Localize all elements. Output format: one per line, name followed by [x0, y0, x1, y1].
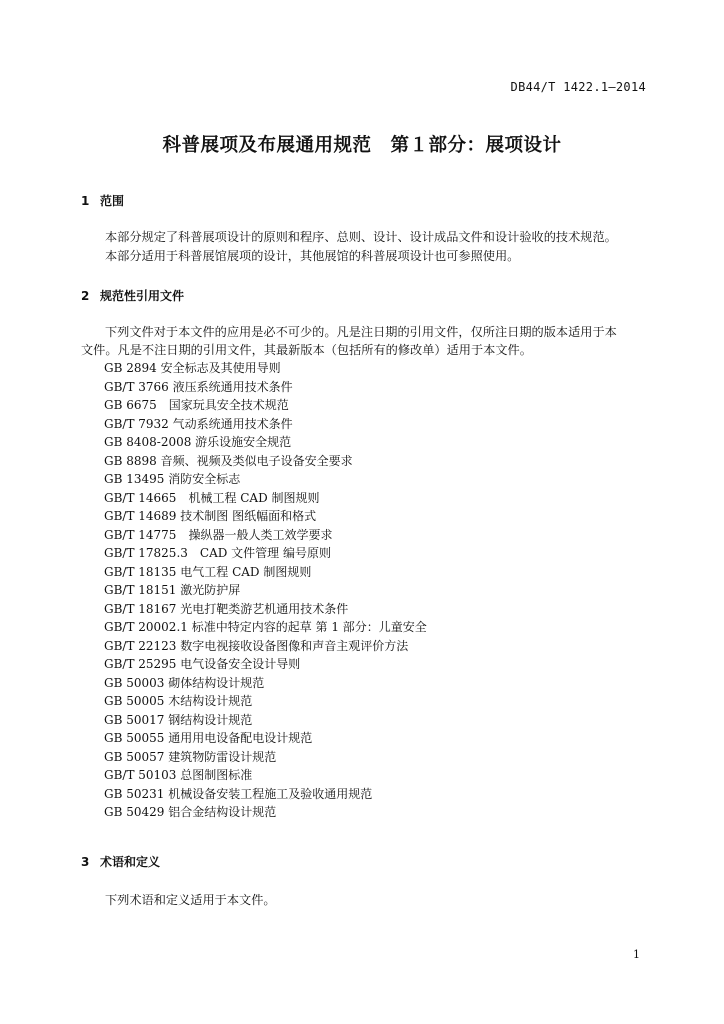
reference-item: GB 50005 木结构设计规范 [104, 694, 253, 708]
section-2-intro-line-2: 文件。凡是不注日期的引用文件，其最新版本（包括所有的修改单）适用于本文件。 [81, 343, 532, 357]
reference-item: GB 50003 砌体结构设计规范 [104, 675, 265, 690]
reference-item: GB/T 3766 液压系统通用技术条件 [104, 379, 293, 394]
reference-item: GB 50057 建筑物防雷设计规范 [104, 749, 277, 764]
reference-item: GB 50055 通用用电设备配电设计规范 [104, 731, 313, 745]
reference-item: GB 13495 消防安全标志 [104, 472, 241, 486]
section-2-heading [81, 287, 184, 304]
reference-item: GB/T 17825.3 CAD 文件管理 编号原则 [104, 546, 331, 560]
reference-item: GB/T 22123 数字电视接收设备图像和声音主观评价方法 [104, 638, 409, 653]
reference-item: GB/T 25295 电气设备安全设计导则 [104, 657, 301, 671]
reference-item: GB/T 18167 光电打靶类游艺机通用技术条件 [104, 601, 349, 616]
section-1-paragraph-1: 本部分规定了科普展项设计的原则和程序、总则、设计、设计成品文件和设计验收的技术规范。 [105, 230, 617, 244]
section-title: 术语和定义 [100, 855, 161, 869]
section-2-intro-line-1: 下列文件对于本文件的应用是必不可少的。凡是注日期的引用文件，仅所注日期的版本适用于本 [105, 325, 617, 339]
reference-item: GB 8408-2008 游乐设施安全规范 [104, 435, 292, 449]
reference-item: GB 50429 铝合金结构设计规范 [104, 805, 277, 819]
section-number: 3 [81, 855, 90, 869]
section-1-paragraph-2: 本部分适用于科普展馆展项的设计，其他展馆的科普展项设计也可参照使用。 [105, 249, 520, 263]
section-1-heading [81, 192, 124, 209]
reference-item: GB 8898 音频、视频及类似电子设备安全要求 [104, 453, 353, 468]
document-number: DB44/T 1422.1—2014 [510, 80, 646, 94]
reference-item: GB 6675 国家玩具安全技术规范 [104, 398, 289, 412]
section-3-paragraph: 下列术语和定义适用于本文件。 [105, 893, 276, 907]
reference-item: GB/T 7932 气动系统通用技术条件 [104, 416, 293, 431]
normative-references-list [104, 359, 427, 822]
reference-item: GB/T 18135 电气工程 CAD 制图规则 [104, 564, 312, 579]
section-number: 1 [81, 194, 90, 208]
reference-item: GB/T 50103 总图制图标准 [104, 768, 253, 782]
reference-item: GB/T 14689 技术制图 图纸幅面和格式 [104, 509, 317, 523]
document-title: 科普展项及布展通用规范 第１部分：展项设计 [162, 135, 562, 156]
reference-item: GB/T 20002.1 标准中特定内容的起草 第 1 部分：儿童安全 [104, 620, 427, 634]
reference-item: GB/T 14775 操纵器一般人类工效学要求 [104, 527, 333, 542]
section-title: 规范性引用文件 [100, 289, 185, 303]
page-number: 1 [633, 948, 640, 961]
reference-item: GB 50231 机械设备安装工程施工及验收通用规范 [104, 786, 373, 801]
reference-item: GB 50017 钢结构设计规范 [104, 712, 253, 727]
section-number: 2 [81, 289, 90, 303]
reference-item: GB/T 18151 激光防护屏 [104, 583, 241, 597]
section-title: 范围 [100, 194, 125, 208]
section-3-heading [81, 853, 160, 870]
reference-item: GB 2894 安全标志及其使用导则 [104, 361, 281, 375]
reference-item: GB/T 14665 机械工程 CAD 制图规则 [104, 490, 320, 505]
